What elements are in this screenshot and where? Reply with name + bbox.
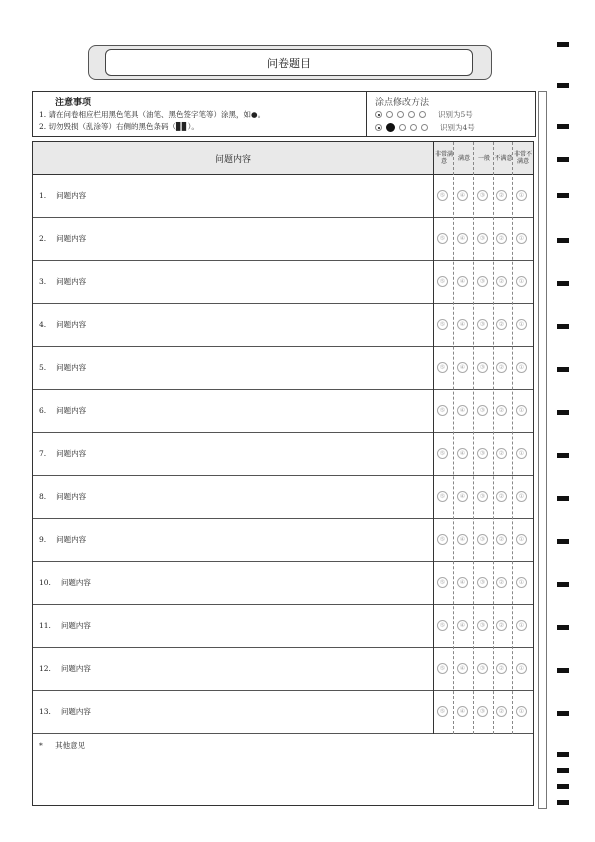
answer-bubble[interactable]: ② (496, 491, 507, 502)
page-title: 问卷题目 (105, 49, 473, 76)
timing-mark (557, 324, 569, 329)
answer-bubble[interactable]: ③ (477, 448, 488, 459)
title-banner (88, 45, 492, 80)
answer-bubble[interactable]: ③ (477, 362, 488, 373)
answer-bubble[interactable]: ① (516, 577, 527, 588)
question-number: 12. (39, 664, 51, 673)
demo-label-2: 识别为4号 (440, 123, 475, 132)
timing-mark (557, 711, 569, 716)
answer-bubble[interactable]: ① (516, 448, 527, 459)
answer-bubble[interactable]: ③ (477, 663, 488, 674)
answer-bubble[interactable]: ① (516, 706, 527, 717)
timing-mark (557, 42, 569, 47)
demo-label-1: 识别为5号 (438, 110, 473, 119)
column-divider (493, 142, 494, 734)
question-label (39, 303, 86, 346)
table-row (33, 475, 533, 519)
timing-mark (557, 496, 569, 501)
question-label (39, 647, 91, 690)
answer-bubble[interactable]: ⑤ (437, 663, 448, 674)
answer-bubble[interactable]: ① (516, 534, 527, 545)
question-text: 问题内容 (56, 277, 87, 286)
question-label (39, 561, 91, 604)
question-number: 10. (39, 578, 51, 587)
answer-bubble[interactable]: ⑤ (437, 534, 448, 545)
answer-bubble[interactable]: ① (516, 405, 527, 416)
question-text: 问题内容 (60, 578, 91, 587)
column-divider (433, 142, 434, 734)
demo-empty-dot (408, 111, 415, 118)
demo-empty-dot (399, 124, 406, 131)
table-row (33, 389, 533, 433)
vertical-scrollbar[interactable] (538, 91, 547, 809)
answer-bubble[interactable]: ③ (477, 577, 488, 588)
demo-marked-dot (375, 111, 382, 118)
demo-row-1 (375, 109, 473, 120)
answer-bubble[interactable]: ⑤ (437, 491, 448, 502)
notice-line-2: 2. 切勿毁损（乱涂等）右侧的黑色条码（▊▊）。 (39, 122, 199, 131)
answer-bubble[interactable]: ② (496, 620, 507, 631)
table-row (33, 260, 533, 304)
header-dissatisfied: 不满意 (494, 154, 513, 162)
answer-bubble[interactable]: ① (516, 233, 527, 244)
question-text: 问题内容 (56, 406, 87, 415)
answer-bubble[interactable]: ② (496, 405, 507, 416)
question-label (39, 604, 91, 647)
answer-bubble[interactable]: ④ (457, 405, 468, 416)
table-row (33, 690, 533, 734)
notice-box (32, 91, 536, 137)
column-divider (473, 142, 474, 734)
demo-empty-dot (419, 111, 426, 118)
demo-empty-dot (386, 111, 393, 118)
timing-mark (557, 539, 569, 544)
answer-bubble[interactable]: ④ (457, 362, 468, 373)
header-very-dissatisfied: 非常不满意 (513, 151, 532, 165)
answer-bubble[interactable]: ④ (457, 448, 468, 459)
timing-mark (557, 83, 569, 88)
answer-bubble[interactable]: ⑤ (437, 276, 448, 287)
question-number: 9. (39, 535, 47, 544)
answer-bubble[interactable]: ④ (457, 534, 468, 545)
answer-bubble[interactable]: ② (496, 190, 507, 201)
question-label (39, 389, 86, 432)
question-number: 5. (39, 363, 47, 372)
answer-bubble[interactable]: ④ (457, 706, 468, 717)
survey-table (32, 141, 534, 806)
answer-bubble[interactable]: ② (496, 534, 507, 545)
timing-mark (557, 193, 569, 198)
question-number: 8. (39, 492, 47, 501)
column-divider (512, 142, 513, 734)
question-number: 3. (39, 277, 47, 286)
answer-bubble[interactable]: ⑤ (437, 362, 448, 373)
question-number: 6. (39, 406, 47, 415)
answer-bubble[interactable]: ② (496, 663, 507, 674)
answer-bubble[interactable]: ⑤ (437, 448, 448, 459)
question-label (39, 475, 86, 518)
header-neutral: 一般 (477, 154, 490, 162)
answer-bubble[interactable]: ③ (477, 706, 488, 717)
demo-empty-dot (410, 124, 417, 131)
timing-mark (557, 124, 569, 129)
timing-mark (557, 367, 569, 372)
table-header (33, 142, 533, 175)
answer-bubble[interactable]: ① (516, 319, 527, 330)
answer-bubble[interactable]: ② (496, 276, 507, 287)
timing-mark (557, 625, 569, 630)
table-row (33, 647, 533, 691)
table-row (33, 518, 533, 562)
other-comments-label: 其他意见 (55, 741, 86, 750)
table-row (33, 174, 533, 218)
question-number: 4. (39, 320, 47, 329)
question-number: 1. (39, 191, 47, 200)
timing-mark (557, 582, 569, 587)
answer-bubble[interactable]: ② (496, 362, 507, 373)
answer-bubble[interactable]: ② (496, 706, 507, 717)
timing-mark (557, 157, 569, 162)
answer-bubble[interactable]: ④ (457, 233, 468, 244)
question-text: 问题内容 (56, 363, 87, 372)
answer-bubble[interactable]: ① (516, 190, 527, 201)
timing-mark (557, 453, 569, 458)
table-row (33, 217, 533, 261)
timing-mark (557, 238, 569, 243)
answer-bubble[interactable]: ③ (477, 190, 488, 201)
answer-bubble[interactable]: ① (516, 620, 527, 631)
column-divider (453, 142, 454, 734)
header-very-satisfied: 非常满意 (434, 151, 453, 165)
answer-bubble[interactable]: ⑤ (437, 233, 448, 244)
demo-empty-dot (421, 124, 428, 131)
other-comments-marker: * (39, 741, 43, 750)
answer-bubble[interactable]: ⑤ (437, 319, 448, 330)
answer-bubble[interactable]: ③ (477, 534, 488, 545)
timing-mark (557, 668, 569, 673)
question-label (39, 346, 86, 389)
answer-bubble[interactable]: ③ (477, 276, 488, 287)
answer-bubble[interactable]: ④ (457, 577, 468, 588)
answer-bubble[interactable]: ④ (457, 190, 468, 201)
question-text: 问题内容 (56, 234, 87, 243)
timing-mark (557, 768, 569, 773)
header-question-content: 问题内容 (214, 154, 251, 165)
demo-marked-dot (375, 124, 382, 131)
question-number: 13. (39, 707, 51, 716)
question-text: 问题内容 (56, 191, 87, 200)
fill-method-title: 涂点修改方法 (375, 98, 430, 108)
answer-bubble[interactable]: ③ (477, 491, 488, 502)
table-row (33, 432, 533, 476)
answer-bubble[interactable]: ⑤ (437, 620, 448, 631)
answer-bubble[interactable]: ② (496, 577, 507, 588)
question-label (39, 217, 86, 260)
answer-bubble[interactable]: ① (516, 276, 527, 287)
question-label (39, 174, 86, 217)
answer-bubble[interactable]: ⑤ (437, 706, 448, 717)
answer-bubble[interactable]: ④ (457, 276, 468, 287)
answer-bubble[interactable]: ③ (477, 319, 488, 330)
answer-bubble[interactable]: ③ (477, 233, 488, 244)
answer-bubble[interactable]: ① (516, 491, 527, 502)
answer-bubble[interactable]: ① (516, 362, 527, 373)
question-text: 问题内容 (56, 320, 87, 329)
answer-bubble[interactable]: ⑤ (437, 577, 448, 588)
question-number: 2. (39, 234, 47, 243)
demo-empty-dot (397, 111, 404, 118)
timing-mark (557, 800, 569, 805)
answer-bubble[interactable]: ④ (457, 319, 468, 330)
header-satisfied: 满意 (457, 154, 470, 162)
notice-title: 注意事项 (55, 98, 92, 108)
question-label (39, 518, 86, 561)
demo-row-2 (375, 122, 475, 133)
question-text: 问题内容 (56, 535, 87, 544)
timing-mark (557, 281, 569, 286)
question-text: 问题内容 (56, 449, 87, 458)
answer-bubble[interactable]: ② (496, 448, 507, 459)
question-number: 11. (39, 621, 51, 630)
table-row (33, 561, 533, 605)
other-comments[interactable] (39, 740, 85, 751)
answer-bubble[interactable]: ③ (477, 620, 488, 631)
table-row (33, 604, 533, 648)
answer-bubble[interactable]: ⑤ (437, 190, 448, 201)
question-text: 问题内容 (60, 621, 91, 630)
answer-bubble[interactable]: ② (496, 319, 507, 330)
question-number: 7. (39, 449, 47, 458)
question-label (39, 432, 86, 475)
timing-mark (557, 410, 569, 415)
demo-filled-dot (386, 123, 395, 132)
answer-bubble[interactable]: ④ (457, 491, 468, 502)
question-text: 问题内容 (56, 492, 87, 501)
table-row (33, 346, 533, 390)
answer-bubble[interactable]: ④ (457, 663, 468, 674)
timing-mark (557, 784, 569, 789)
answer-bubble[interactable]: ⑤ (437, 405, 448, 416)
question-text: 问题内容 (60, 707, 91, 716)
answer-bubble[interactable]: ④ (457, 620, 468, 631)
table-row (33, 303, 533, 347)
notice-instructions (33, 92, 367, 136)
answer-bubble[interactable]: ① (516, 663, 527, 674)
question-label (39, 260, 86, 303)
question-label (39, 690, 91, 733)
question-text: 问题内容 (60, 664, 91, 673)
answer-bubble[interactable]: ② (496, 233, 507, 244)
timing-mark (557, 752, 569, 757)
notice-line-1: 1. 请在问卷相应栏用黑色笔具（油笔、黑色签字笔等）涂黑，如●。 (39, 110, 266, 119)
answer-bubble[interactable]: ③ (477, 405, 488, 416)
